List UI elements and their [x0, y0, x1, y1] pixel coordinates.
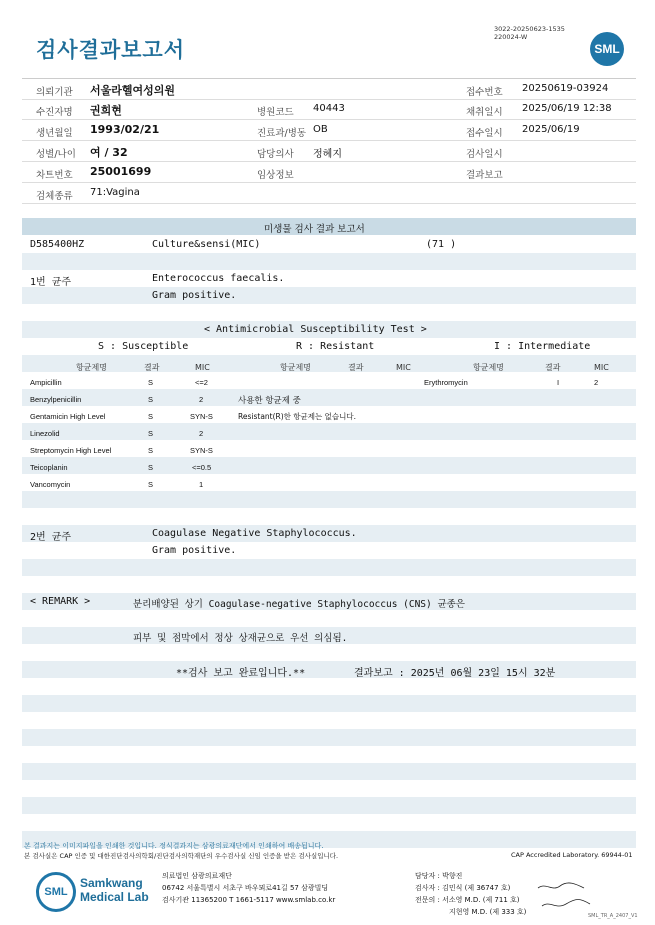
organism1-label: 1번 균주: [30, 277, 72, 288]
ast-drug: Linezolid: [30, 429, 60, 438]
result-report-label: 결과보고: [466, 170, 503, 181]
col-drug-2: 항균제명: [280, 363, 311, 372]
collect-date-label: 채취일시: [466, 107, 503, 118]
organism2-name: Coagulase Negative Staphylococcus.: [152, 528, 357, 539]
receipt-date-label: 접수일시: [466, 128, 503, 139]
dept-label: 진료과/병동: [257, 128, 307, 139]
ast-drug: Benzylpenicillin: [30, 395, 82, 404]
chart-label: 차트번호: [36, 170, 73, 181]
receipt-no-value: 20250619-03924: [522, 83, 609, 94]
chart-value: 25001699: [90, 165, 152, 178]
stripe: [22, 797, 636, 814]
dept-value: OB: [313, 124, 328, 135]
stripe: [22, 559, 636, 576]
stripe: [22, 457, 636, 474]
ast-mic: SYN-S: [190, 446, 213, 455]
receipt-no-label: 접수번호: [466, 87, 503, 98]
ast-mic: <=0.5: [192, 463, 212, 472]
document-id: [494, 25, 565, 41]
col-mic-1: MIC: [195, 363, 210, 372]
test-name: Culture&sensi(MIC): [152, 239, 261, 250]
info-row-6: [22, 183, 636, 204]
ast-mic: 2: [199, 395, 204, 404]
company-name-line1: Samkwang: [80, 876, 143, 890]
specimen-label: 검체종류: [36, 191, 73, 202]
ast-title: < Antimicrobial Susceptibility Test >: [204, 324, 427, 335]
ast-mic: <=2: [195, 378, 208, 387]
section-title: 미생물 검사 결과 보고서: [264, 224, 365, 235]
dob-value: 1993/02/21: [90, 123, 160, 136]
staff-specialist-2: 지현영 M.D. (제 333 호): [449, 908, 527, 916]
ast-result: S: [148, 395, 154, 404]
hospital-code-label: 병원코드: [257, 107, 294, 118]
staff-examiner: 검사자 : 김민식 (제 36747 호): [415, 884, 511, 892]
ast-drug: Gentamicin High Level: [30, 412, 106, 421]
dob-label: 생년월일: [36, 128, 73, 139]
result-timestamp: 결과보고 : 2025년 06월 23일 15시 32분: [354, 668, 556, 679]
company-name: [80, 876, 149, 904]
ast-result: I: [557, 378, 560, 387]
stripe: [22, 763, 636, 780]
col-result-2: 결과: [348, 363, 364, 372]
org-label: 의뢰기관: [36, 87, 73, 98]
patient-label: 수진자명: [36, 107, 73, 118]
sex-age-label: 성별/나이: [36, 149, 76, 160]
stripe: [22, 253, 636, 270]
cap-accreditation: CAP Accredited Laboratory. 69944-01: [511, 851, 633, 859]
stripe: [22, 287, 636, 304]
resistance-note-2: Resistant(R)한 항균제는 없습니다.: [238, 412, 357, 421]
resistance-note-1: 사용한 항균제 중: [238, 396, 301, 406]
col-result-1: 결과: [144, 363, 160, 372]
legend-intermediate: I : Intermediate: [494, 341, 591, 352]
stripe: [22, 729, 636, 746]
org-value: 서울라헬여성의원: [90, 84, 176, 97]
test-code: D585400HZ: [30, 239, 85, 250]
sex-age-value: 여 / 32: [90, 146, 128, 159]
info-row-3: [22, 120, 636, 141]
test-number: (71 ): [426, 239, 457, 250]
doctor-label: 담당의사: [257, 149, 294, 160]
organism1-name: Enterococcus faecalis.: [152, 273, 285, 284]
receipt-date-value: 2025/06/19: [522, 124, 580, 135]
notice-line-2: 본 검사실은 CAP 인증 및 대한진단검사의학회/진단검사의학재단의 우수검사실 신임 인증을 받은 검사실입니다.: [24, 852, 339, 860]
ast-result: S: [148, 378, 154, 387]
col-drug-1: 항균제명: [76, 363, 107, 372]
organism1-gram: Gram positive.: [152, 290, 237, 301]
form-code: SML_TR_A_2407_V1: [588, 913, 638, 919]
samkwang-logo: SML: [36, 872, 76, 912]
specimen-value: 71:Vagina: [90, 187, 140, 198]
ast-drug: Vancomycin: [30, 480, 71, 489]
company-name-line2: Medical Lab: [80, 890, 149, 904]
ast-result: S: [148, 480, 154, 489]
notice-line-1: 본 결과지는 이미지파일을 인쇄한 것입니다. 정식결과지는 삼광의료재단에서 인쇄하여 배송됩니다.: [24, 842, 324, 850]
legend-resistant: R : Resistant: [296, 341, 375, 352]
patient-value: 권희현: [90, 104, 122, 117]
info-row-5: [22, 162, 636, 183]
ast-result: S: [148, 446, 154, 455]
info-row-4: [22, 141, 636, 162]
info-row-2: [22, 99, 636, 120]
document-id-line2: 220024-W: [494, 33, 528, 41]
stripe: [22, 423, 636, 440]
ast-drug: Erythromycin: [424, 378, 468, 387]
doctor-value: 정혜지: [313, 149, 342, 160]
company-contact: 검사기관 11365200 T 1661-5117 www.smlab.co.kr: [162, 896, 336, 904]
ast-drug: Ampicillin: [30, 378, 62, 387]
signature-scribble: [536, 878, 596, 914]
ast-drug: Teicoplanin: [30, 463, 68, 472]
sml-logo: SML: [590, 32, 624, 66]
legend-susceptible: S : Susceptible: [98, 341, 189, 352]
ast-result: S: [148, 463, 154, 472]
ast-mic: 2: [594, 378, 599, 387]
ast-result: S: [148, 429, 154, 438]
ast-result: S: [148, 412, 154, 421]
clinical-label: 임상정보: [257, 170, 294, 181]
stripe: [22, 695, 636, 712]
ast-mic: 1: [199, 480, 204, 489]
stripe: [22, 389, 636, 406]
staff-manager: 담당자 : 박향진: [415, 872, 463, 880]
report-complete: **검사 보고 완료입니다.**: [176, 668, 306, 679]
col-result-3: 결과: [545, 363, 561, 372]
organism2-label: 2번 균주: [30, 532, 72, 543]
remark-line-1: 분리배양된 상기 Coagulase-negative Staphylococcus (CNS) 균종은: [133, 599, 465, 610]
company-kr: 의료법인 삼광의료재단: [162, 872, 232, 880]
organism2-gram: Gram positive.: [152, 545, 237, 556]
remark-label: < REMARK >: [30, 596, 91, 607]
ast-mic: 2: [199, 429, 204, 438]
test-date-label: 검사일시: [466, 149, 503, 160]
col-mic-3: MIC: [594, 363, 609, 372]
hospital-code-value: 40443: [313, 103, 345, 114]
collect-date-value: 2025/06/19 12:38: [522, 103, 612, 114]
stripe: [22, 491, 636, 508]
staff-specialist-1: 전문의 : 서소영 M.D. (제 711 호): [415, 896, 520, 904]
company-address: 06742 서울특별시 서초구 바우뫼로41길 57 삼광빌딩: [162, 884, 329, 892]
remark-line-2: 피부 및 점막에서 정상 상재균으로 우선 의심됨.: [133, 633, 348, 644]
ast-mic: SYN-S: [190, 412, 213, 421]
info-row-1: [22, 78, 636, 100]
document-id-line1: 3022-20250623-1535: [494, 25, 565, 33]
stripe: [22, 355, 636, 372]
col-mic-2: MIC: [396, 363, 411, 372]
page-title: 검사결과보고서: [36, 38, 186, 62]
ast-drug: Streptomycin High Level: [30, 446, 112, 455]
col-drug-3: 항균제명: [473, 363, 504, 372]
